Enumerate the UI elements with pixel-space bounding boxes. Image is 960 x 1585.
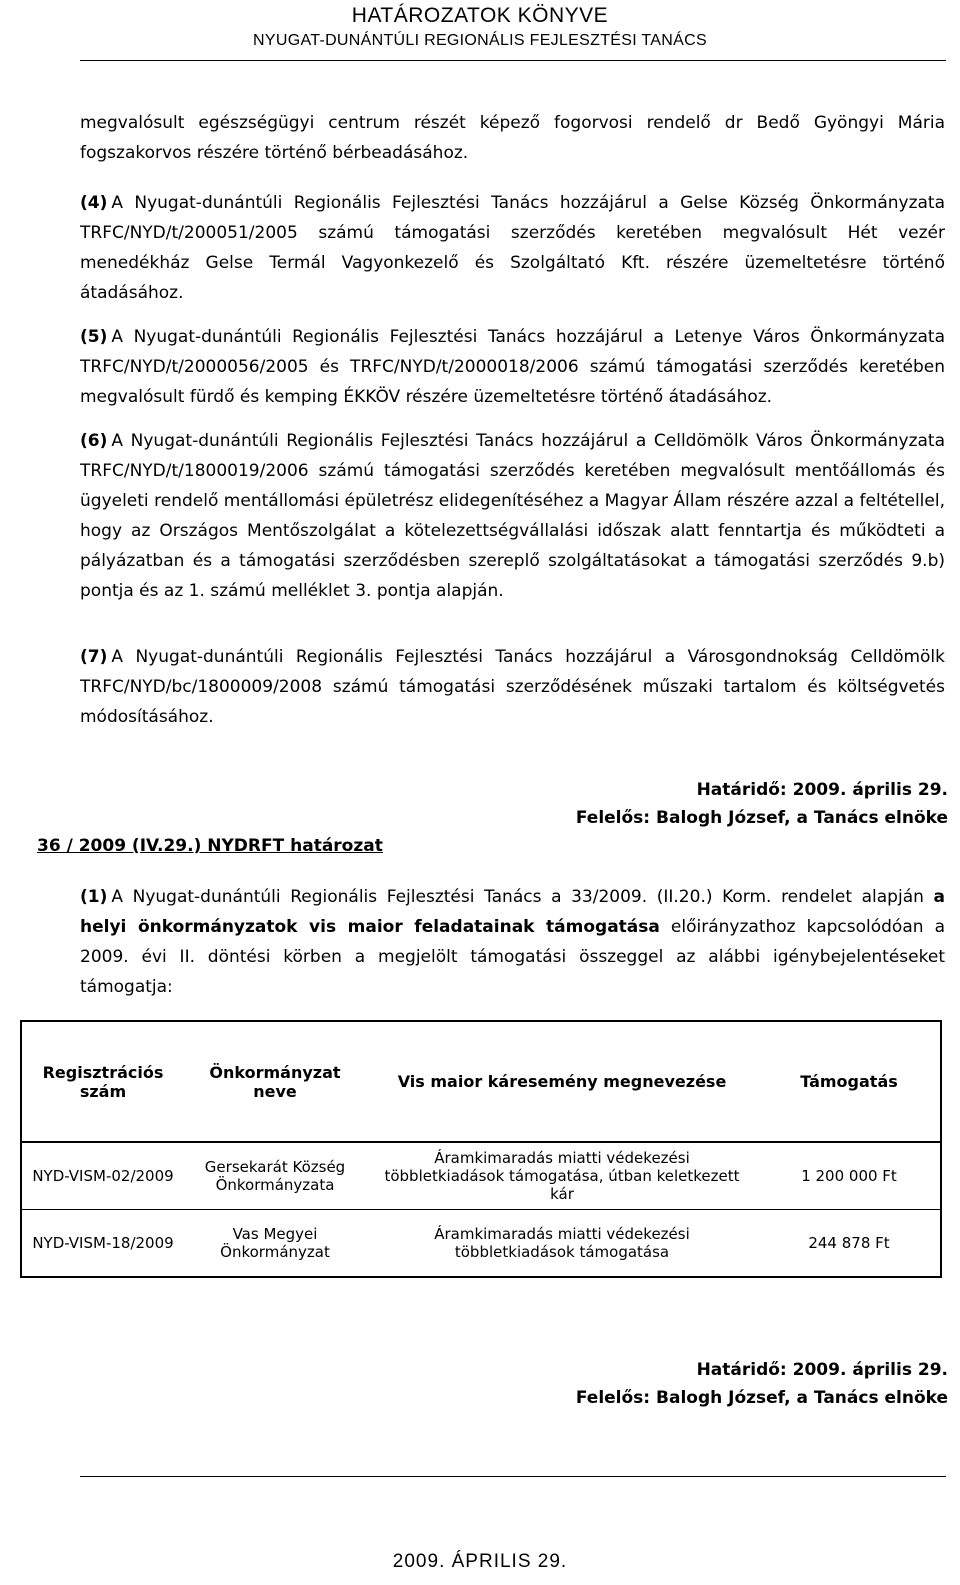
footer-date: 2009. ÁPRILIS 29. [392, 1551, 568, 1572]
cell-event: Áramkimaradás miatti védekezési többletkiadások támogatása [366, 1210, 758, 1278]
table-row [21, 1210, 941, 1278]
cell-support: 1 200 000 Ft [758, 1142, 941, 1210]
deadline-block [576, 776, 948, 832]
paragraph-continuation: megvalósult egészségügyi centrum részét képező fogorvosi rendelő dr Bedő Gyöngyi Mária fogszakorvos részére történő bérbeadásához. [80, 113, 945, 163]
paragraph-text: A Nyugat-dunántúli Regionális Fejlesztési Tanács hozzájárul a Városgondnokság Celldömölk TRFC/NYD/bc/1800009/2008 számú támogatási szerződésének műszaki tartalom és költségvetés módosításához. [80, 647, 945, 727]
column-header-event: Vis maior káresemény megnevezése [366, 1021, 758, 1142]
paragraph-text: A Nyugat-dunántúli Regionális Fejlesztési Tanács a 33/2009. (II.20.) Korm. rendelet alapján [111, 887, 934, 907]
paragraph-number: (1) [80, 887, 108, 907]
cell-registration: NYD-VISM-02/2009 [21, 1142, 184, 1210]
support-table [20, 1020, 942, 1278]
paragraph-text: A Nyugat-dunántúli Regionális Fejlesztési Tanács hozzájárul a Gelse Község Önkormányzata TRFC/NYD/t/200051/2005 számú támogatási szerződés keretében megvalósult Hét vezér menedékház Gelse Termál Vagyonkezelő és Szolgáltató Kft. részére üzemeltetésre történő átadásához. [80, 193, 945, 303]
footer-rule [80, 1476, 946, 1477]
paragraph-text: előirányzathoz kapcsolódóan a 2009. évi II. döntési körben a megjelölt támogatási összeggel az alábbi igénybejelentéseket támogatja: [80, 917, 945, 997]
paragraph-1 [80, 882, 945, 1002]
column-header-municipality: Önkormányzat neve [184, 1021, 366, 1142]
column-header-registration: Regisztrációs szám [21, 1021, 184, 1142]
paragraph-number: (6) [80, 431, 108, 451]
paragraph-number: (4) [80, 193, 108, 213]
deadline-date: Határidő: 2009. április 29. [696, 1360, 948, 1380]
cell-municipality: Gersekarát Község Önkormányzata [184, 1142, 366, 1210]
deadline-block [576, 1356, 948, 1412]
header-rule [80, 60, 946, 61]
cell-registration: NYD-VISM-18/2009 [21, 1210, 184, 1278]
table-header-row [21, 1021, 941, 1142]
table-row [21, 1142, 941, 1210]
cell-event: Áramkimaradás miatti védekezési többletkiadások támogatása, útban keletkezett kár [366, 1142, 758, 1210]
resolution-title: 36 / 2009 (IV.29.) NYDRFT határozat [37, 836, 383, 856]
column-header-support: Támogatás [758, 1021, 941, 1142]
document-title: HATÁROZATOK KÖNYVE [351, 4, 609, 27]
cell-support: 244 878 Ft [758, 1210, 941, 1278]
paragraph-4 [80, 188, 945, 308]
paragraph-number: (5) [80, 327, 108, 347]
paragraph-6 [80, 426, 945, 606]
paragraph-text: A Nyugat-dunántúli Regionális Fejlesztési Tanács hozzájárul a Letenye Város Önkormányzata TRFC/NYD/t/2000056/2005 és TRFC/NYD/t/2000018/2006 számú támogatási szerződés keretében megvalósult fürdő és kemping ÉKKÖV részére üzemeltetésre történő átadásához. [80, 327, 945, 407]
responsible-person: Felelős: Balogh József, a Tanács elnöke [575, 808, 948, 828]
paragraph-7 [80, 642, 945, 732]
paragraph-5 [80, 322, 945, 412]
document-subtitle: NYUGAT-DUNÁNTÚLI REGIONÁLIS FEJLESZTÉSI TANÁCS [253, 32, 707, 49]
responsible-person: Felelős: Balogh József, a Tanács elnöke [575, 1388, 948, 1408]
cell-municipality: Vas Megyei Önkormányzat [184, 1210, 366, 1278]
paragraph-text-bold: a helyi önkormányzatok vis maior feladatainak támogatása [80, 887, 945, 937]
paragraph-text: A Nyugat-dunántúli Regionális Fejlesztési Tanács hozzájárul a Celldömölk Város Önkormányzata TRFC/NYD/t/1800019/2006 számú támogatási szerződés keretében megvalósult mentőállomás és ügyeleti rendelő mentállomási épületrész elidegenítéséhez a Magyar Állam részére azzal a feltétellel, hogy az Országos Mentőszolgálat a kötelezettségvállalási időszak alatt fenntartja és működteti a pályázatban és a támogatási szerződésben szereplő szolgáltatásokat a támogatási szerződés 9.b) pontja és az 1. számú melléklet 3. pontja alapján. [80, 431, 945, 601]
paragraph-number: (7) [80, 647, 108, 667]
deadline-date: Határidő: 2009. április 29. [696, 780, 948, 800]
